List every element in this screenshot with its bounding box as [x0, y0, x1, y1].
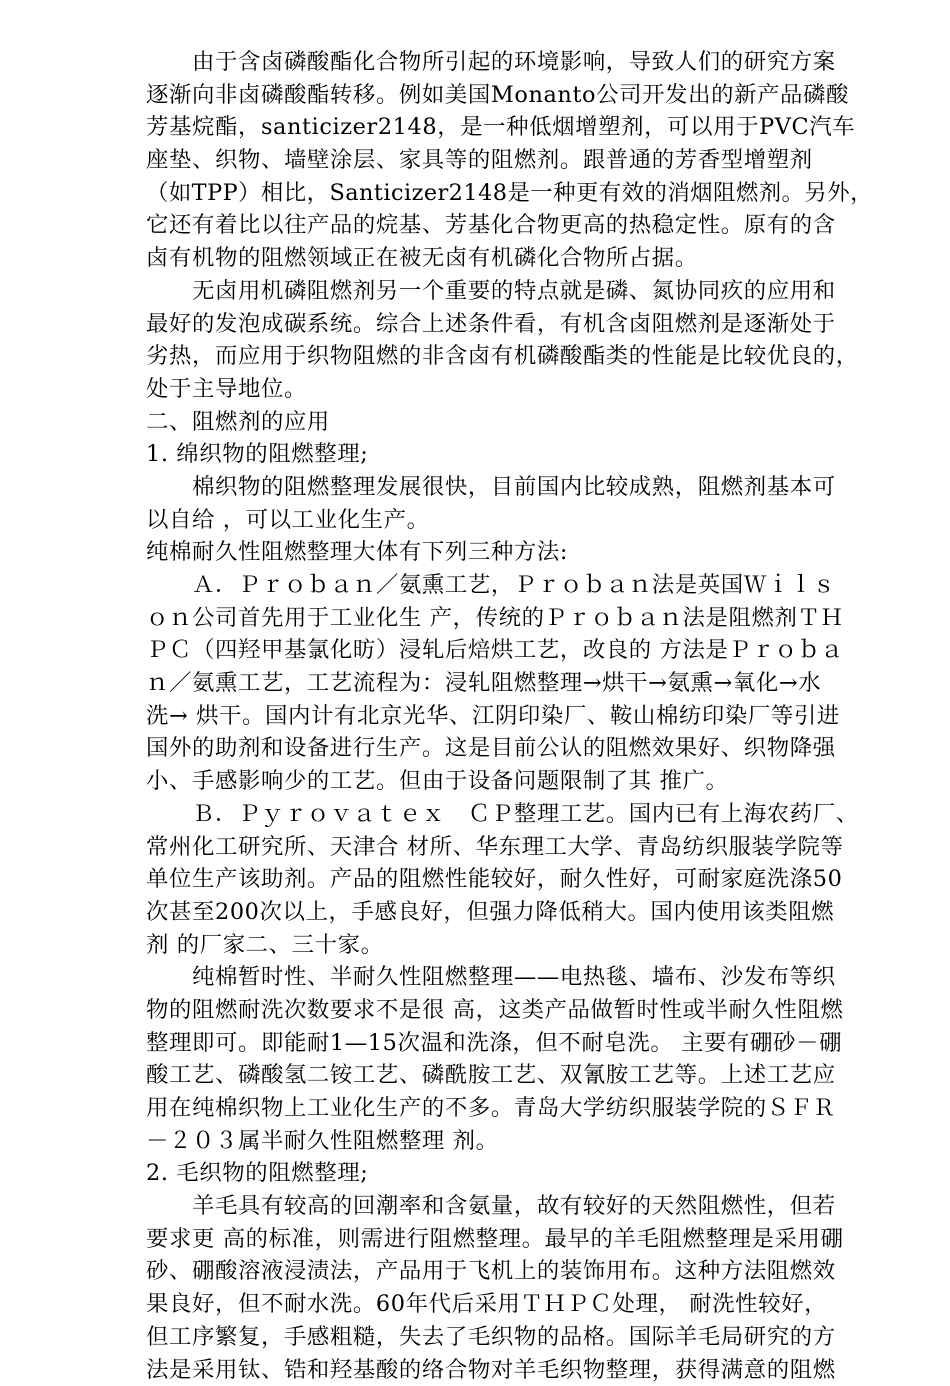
- text-line: 法是采用钛、锆和羟基酸的络合物对羊毛织物整理，获得满意的阻燃: [146, 1354, 876, 1386]
- text-line: 由于含卤磷酸酯化合物所引起的环境影响，导致人们的研究方案: [146, 46, 876, 79]
- text-line: 处于主导地位。: [146, 373, 876, 406]
- text-line: 洗→ 烘干。国内计有北京光华、江阴印染厂、鞍山棉纺印染厂等引进: [146, 700, 876, 733]
- text-line: 整理即可。即能耐1—15次温和洗涤，但不耐皂洗。 主要有硼砂－硼: [146, 1027, 876, 1060]
- text-line: Ａ．Ｐｒｏｂａｎ／氨熏工艺，Ｐｒｏｂａｎ法是英国Ｗｉｌｓ: [146, 569, 876, 602]
- text-line: Ｂ．Ｐｙｒｏｖａｔｅｘ ＣＰ整理工艺。国内已有上海农药厂、: [146, 798, 876, 831]
- text-line: 纯棉暂时性、半耐久性阻燃整理——电热毯、墙布、沙发布等织: [146, 961, 876, 994]
- text-line: 无卤用机磷阻燃剂另一个重要的特点就是磷、氮协同疚的应用和: [146, 275, 876, 308]
- text-line: （如TPP）相比，Santicizer2148是一种更有效的消烟阻燃剂。另外，: [146, 177, 876, 210]
- text-line: 逐渐向非卤磷酸酯转移。例如美国Monanto公司开发出的新产品磷酸: [146, 79, 876, 112]
- text-line: 要求更 高的标准，则需进行阻燃整理。最早的羊毛阻燃整理是采用硼: [146, 1223, 876, 1256]
- text-line: 但工序繁复，手感粗糙，失去了毛织物的品格。国际羊毛局研究的方: [146, 1321, 876, 1354]
- text-line: 酸工艺、磷酸氢二铵工艺、磷酰胺工艺、双氰胺工艺等。上述工艺应: [146, 1059, 876, 1092]
- text-line: 芳基烷酯，santicizer2148，是一种低烟增塑剂，可以用于PVC汽车: [146, 111, 876, 144]
- text-line: 剂 的厂家二、三十家。: [146, 929, 876, 962]
- text-line: 劣热，而应用于织物阻燃的非含卤有机磷酸酯类的性能是比较优良的，: [146, 340, 876, 373]
- subsection-heading: 2. 毛织物的阻燃整理;: [146, 1157, 876, 1190]
- text-line: 果良好，但不耐水洗。60年代后采用ＴＨＰＣ处理， 耐洗性较好，: [146, 1288, 876, 1321]
- text-line: 棉织物的阻燃整理发展很快，目前国内比较成熟，阻燃剂基本可: [146, 471, 876, 504]
- text-line: ｎ／氨熏工艺，工艺流程为：浸轧阻燃整理→烘干→氨熏→氧化→水: [146, 667, 876, 700]
- text-line: 它还有着比以往产品的烷基、芳基化合物更高的热稳定性。原有的含: [146, 209, 876, 242]
- text-line: 国外的助剂和设备进行生产。这是目前公认的阻燃效果好、织物降强: [146, 732, 876, 765]
- section-heading: 二、阻燃剂的应用: [146, 406, 876, 439]
- text-line: 常州化工研究所、天津合 材所、华东理工大学、青岛纺织服装学院等: [146, 831, 876, 864]
- text-line: 用在纯棉织物上工业化生产的不多。青岛大学纺织服装学院的ＳＦＲ: [146, 1092, 876, 1125]
- text-line: 砂、硼酸溶液浸渍法，产品用于飞机上的装饰用布。这种方法阻燃效: [146, 1255, 876, 1288]
- text-line: 次甚至200次以上，手感良好，但强力降低稍大。国内使用该类阻燃: [146, 896, 876, 929]
- text-line: ｏｎ公司首先用于工业化生 产，传统的Ｐｒｏｂａｎ法是阻燃剂ＴＨ: [146, 602, 876, 635]
- text-line: 物的阻燃耐洗次数要求不是很 高，这类产品做暂时性或半耐久性阻燃: [146, 994, 876, 1027]
- text-line: －２０３属半耐久性阻燃整理 剂。: [146, 1125, 876, 1158]
- text-line: 单位生产该助剂。产品的阻燃性能较好，耐久性好，可耐家庭洗涤50: [146, 863, 876, 896]
- text-line: 小、手感影响少的工艺。但由于设备问题限制了其 推广。: [146, 765, 876, 798]
- text-line: 卤有机物的阻燃领域正在被无卤有机磷化合物所占据。: [146, 242, 876, 275]
- document-body-text: [146, 46, 876, 1386]
- text-line: 以自给 ，可以工业化生产。: [146, 504, 876, 537]
- text-line: 最好的发泡成碳系统。综合上述条件看，有机含卤阻燃剂是逐渐处于: [146, 308, 876, 341]
- text-line: 羊毛具有较高的回潮率和含氨量，故有较好的天然阻燃性，但若: [146, 1190, 876, 1223]
- text-line: 座垫、织物、墙壁涂层、家具等的阻燃剂。跟普通的芳香型增塑剂: [146, 144, 876, 177]
- text-line: ＰＣ（四羟甲基氯化昉）浸轧后焙烘工艺，改良的 方法是Ｐｒｏｂａ: [146, 634, 876, 667]
- subsection-heading: 1. 绵织物的阻燃整理;: [146, 438, 876, 471]
- text-line: 纯棉耐久性阻燃整理大体有下列三种方法:: [146, 536, 876, 569]
